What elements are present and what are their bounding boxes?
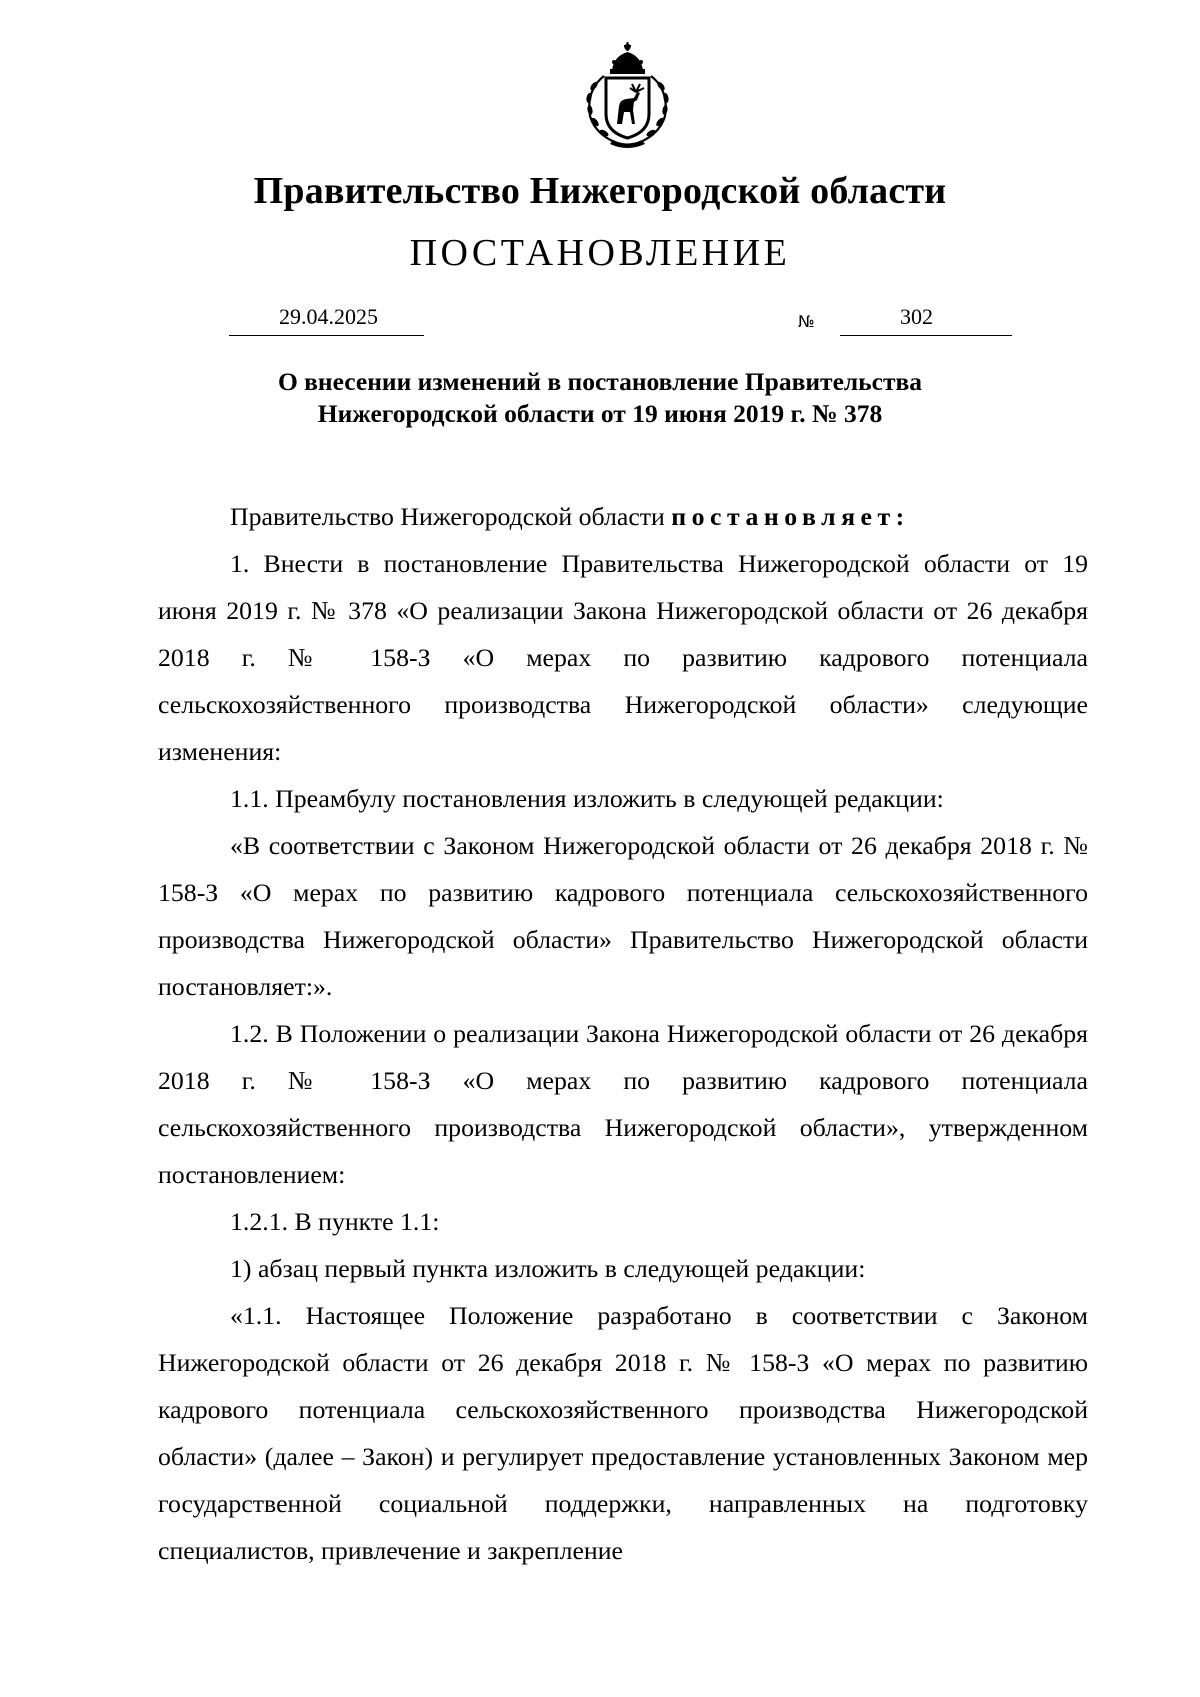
subject-line-1: О внесении изменений в постановление Правительства: [277, 367, 923, 396]
coat-of-arms-icon: [570, 40, 685, 152]
government-title: Правительство Нижегородской области: [253, 170, 947, 212]
document-number: 302: [900, 304, 933, 329]
intro-paragraph: [158, 493, 1088, 540]
number-field: [840, 302, 1012, 336]
intro-verb: постановляет:: [671, 502, 910, 531]
number-sign: №: [798, 312, 815, 331]
document-body: [158, 493, 1088, 1574]
document-type: ПОСТАНОВЛЕНИЕ: [409, 232, 791, 274]
document-subject: [0, 366, 1200, 430]
paragraph-item-1: 1) абзац первый пункта изложить в следующей редакции:: [230, 1254, 866, 1283]
subject-line-2: Нижегородской области от 19 июня 2019 г. № 378: [317, 399, 883, 428]
intro-prefix: Правительство Нижегородской области: [230, 502, 672, 531]
paragraph-1-2-1: 1.2.1. В пункте 1.1:: [230, 1207, 440, 1236]
paragraph-1-2: 1.2. В Положении о реализации Закона Нижегородской области от 26 декабря 2018 г. № 158-З «О мерах по развитию кадрового потенциала сельскохозяйственного производства Нижегородской области», утвержденном постановлением:: [158, 1019, 1088, 1189]
paragraph-quote-1-1: «1.1. Настоящее Положение разработано в соответствии с Законом Нижегородской области от 26 декабря 2018 г. № 158-З «О мерах по развитию кадрового потенциала сельскохозяйственного производства Нижегородской области» (далее – Закон) и регулирует предоставление установленных Законом мер государственной социальной поддержки, направленных на подготовку специалистов, привлечение и закрепление: [158, 1301, 1088, 1565]
paragraph-1: 1. Внести в постановление Правительства Нижегородской области от 19 июня 2019 г. № 378 «О реализации Закона Нижегородской области от 26 декабря 2018 г. № 158-З «О мерах по развитию кадрового потенциала сельскохозяйственного производства Нижегородской области» следующие изменения:: [158, 549, 1088, 766]
paragraph-1-1: 1.1. Преамбулу постановления изложить в следующей редакции:: [230, 784, 944, 813]
date-field: [229, 302, 424, 336]
paragraph-1-1-quote: «В соответствии с Законом Нижегородской области от 26 декабря 2018 г. № 158-З «О мерах по развитию кадрового потенциала сельскохозяйственного производства Нижегородской области» Правительство Нижегородской области постановляет:».: [158, 831, 1088, 1001]
document-date: 29.04.2025: [279, 304, 378, 329]
